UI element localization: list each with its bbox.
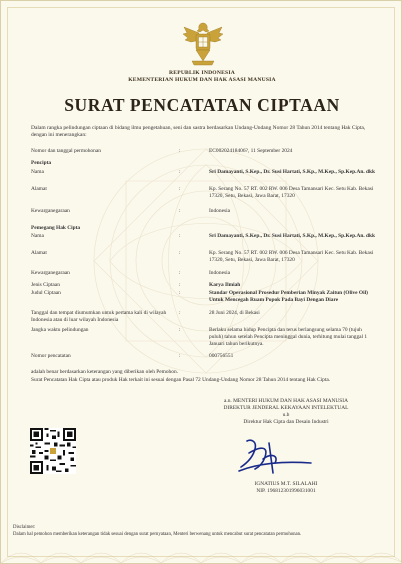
disclaimer-heading: Disclaimer:	[13, 525, 36, 530]
colon: :	[179, 186, 181, 192]
field-value: Kp. Serang No. 57 RT. 002 RW. 006 Desa Tamansari Kec. Setu Kab. Bekasi 17320, Setu, Bekasi, Jawa Barat, 17320	[209, 186, 374, 199]
footer-line-1: adalah benar berdasarkan keterangan yang diberikan oleh Pemohon.	[31, 369, 178, 375]
field-value: 28 Juni 2024, di Bekasi	[209, 310, 260, 316]
signatory-nip: NIP. 196812301996031001	[256, 488, 316, 494]
field-label: Kewarganegaraan	[31, 270, 70, 276]
field-value: EC00202418406?, 11 September 2024	[209, 148, 293, 154]
disclaimer-text: Dalam hal pemohon memberikan keterangan tidak sesuai dengan surat pernyataan, Menteri berwenang untuk mencabut surat pencatatan permohonan.	[13, 531, 302, 537]
section-heading-pencipta: Pencipta	[31, 160, 52, 166]
colon: :	[179, 290, 181, 296]
footer-line-2: Surat Pencatatan Hak Cipta atau produk Hak terkait ini sesuai dengan Pasal 72 Undang-Undang Nomor 28 Tahun 2014 tentang Hak Cipta.	[31, 377, 331, 383]
field-value: Indonesia	[209, 270, 230, 276]
colon: :	[179, 310, 181, 316]
bottom-lace-ornament-icon	[1, 541, 402, 563]
ministry-name: KEMENTERIAN HUKUM DAN HAK ASASI MANUSIA	[128, 77, 276, 83]
colon: :	[179, 353, 181, 359]
colon: :	[179, 233, 181, 239]
intro-paragraph: Dalam rangka pelindungan ciptaan di bidang ilmu pengetahuan, seni dan sastra berdasarkan Undang-Undang Nomor 28 Tahun 2014 tentang Hak Cipta, dengan ini menerangkan:	[31, 125, 366, 138]
country-name: REPUBLIK INDONESIA	[169, 70, 235, 76]
colon: :	[179, 208, 181, 214]
field-value: Sri Damayanti, S.Kep., Dr. Susi Hartati, S.Kp., M.Kep., Sp.Kep.An. dkk	[209, 233, 376, 239]
field-value: Indonesia	[209, 208, 230, 214]
field-label: Nama	[31, 233, 44, 239]
colon: :	[179, 148, 181, 154]
field-value: Karya Ilmiah	[209, 282, 241, 288]
field-value: Berlaku selama hidup Pencipta dan terus berlangsung selama 70 (tujuh puluh) tahun setelah Pencipta meninggal dunia, terhitung mulai tanggal 1 Januari tahun berikutnya.	[209, 327, 368, 347]
document-title: SURAT PENCATATAN CIPTAAN	[64, 95, 340, 115]
field-label: Alamat	[31, 186, 47, 192]
field-label: Tanggal dan tempat diumumkan untuk pertama kali di wilayah Indonesia atau di luar wilayah Indonesia	[31, 310, 167, 323]
disclaimer	[13, 525, 393, 538]
field-label: Kewarganegaraan	[31, 208, 70, 214]
field-label: Judul Ciptaan	[31, 290, 61, 296]
field-value: Kp. Serang No. 57 RT. 002 RW. 006 Desa Tamansari Kec. Setu Kab. Bekasi 17320, Setu, Bekasi, Jawa Barat, 17320	[209, 250, 374, 263]
field-label: Alamat	[31, 250, 47, 256]
signature-line-4: Direktur Hak Cipta dan Desain Industri	[243, 419, 329, 425]
field-label: Nomor pencatatan	[31, 353, 71, 359]
section-heading-pemegang: Pemegang Hak Cipta	[31, 225, 81, 231]
colon: :	[179, 327, 181, 333]
field-value: Standar Operasional Prosedur Pemberian Minyak Zaitun (Olive Oil) Untuk Mencegah Ruam Popok Pada Bayi Dengan Diare	[209, 290, 368, 303]
garuda-emblem-icon	[182, 19, 224, 69]
field-label: Nomor dan tanggal permohonan	[31, 148, 101, 154]
signature-line-1: a.n. MENTERI HUKUM DAN HAK ASASI MANUSIA	[224, 398, 348, 404]
field-label: Jenis Ciptaan	[31, 282, 60, 288]
field-label: Nama	[31, 169, 44, 175]
field-value: 000756551	[209, 353, 234, 359]
qr-code-icon	[30, 428, 76, 474]
colon: :	[179, 270, 181, 276]
colon: :	[179, 169, 181, 175]
handwritten-signature-icon	[229, 433, 319, 479]
colon: :	[179, 250, 181, 256]
field-label: Jangka waktu pelindungan	[31, 327, 89, 333]
signatory-name: IGNATIUS M.T. SILALAHI	[254, 481, 318, 487]
signature-line-2: DIREKTUR JENDERAL KEKAYAAN INTELEKTUAL	[223, 405, 349, 411]
colon: :	[179, 282, 181, 288]
signature-line-3: u.b	[282, 412, 290, 418]
field-value: Sri Damayanti, S.Kep., Dr. Susi Hartati, S.Kp., M.Kep., Sp.Kep.An. dkk	[209, 169, 376, 175]
